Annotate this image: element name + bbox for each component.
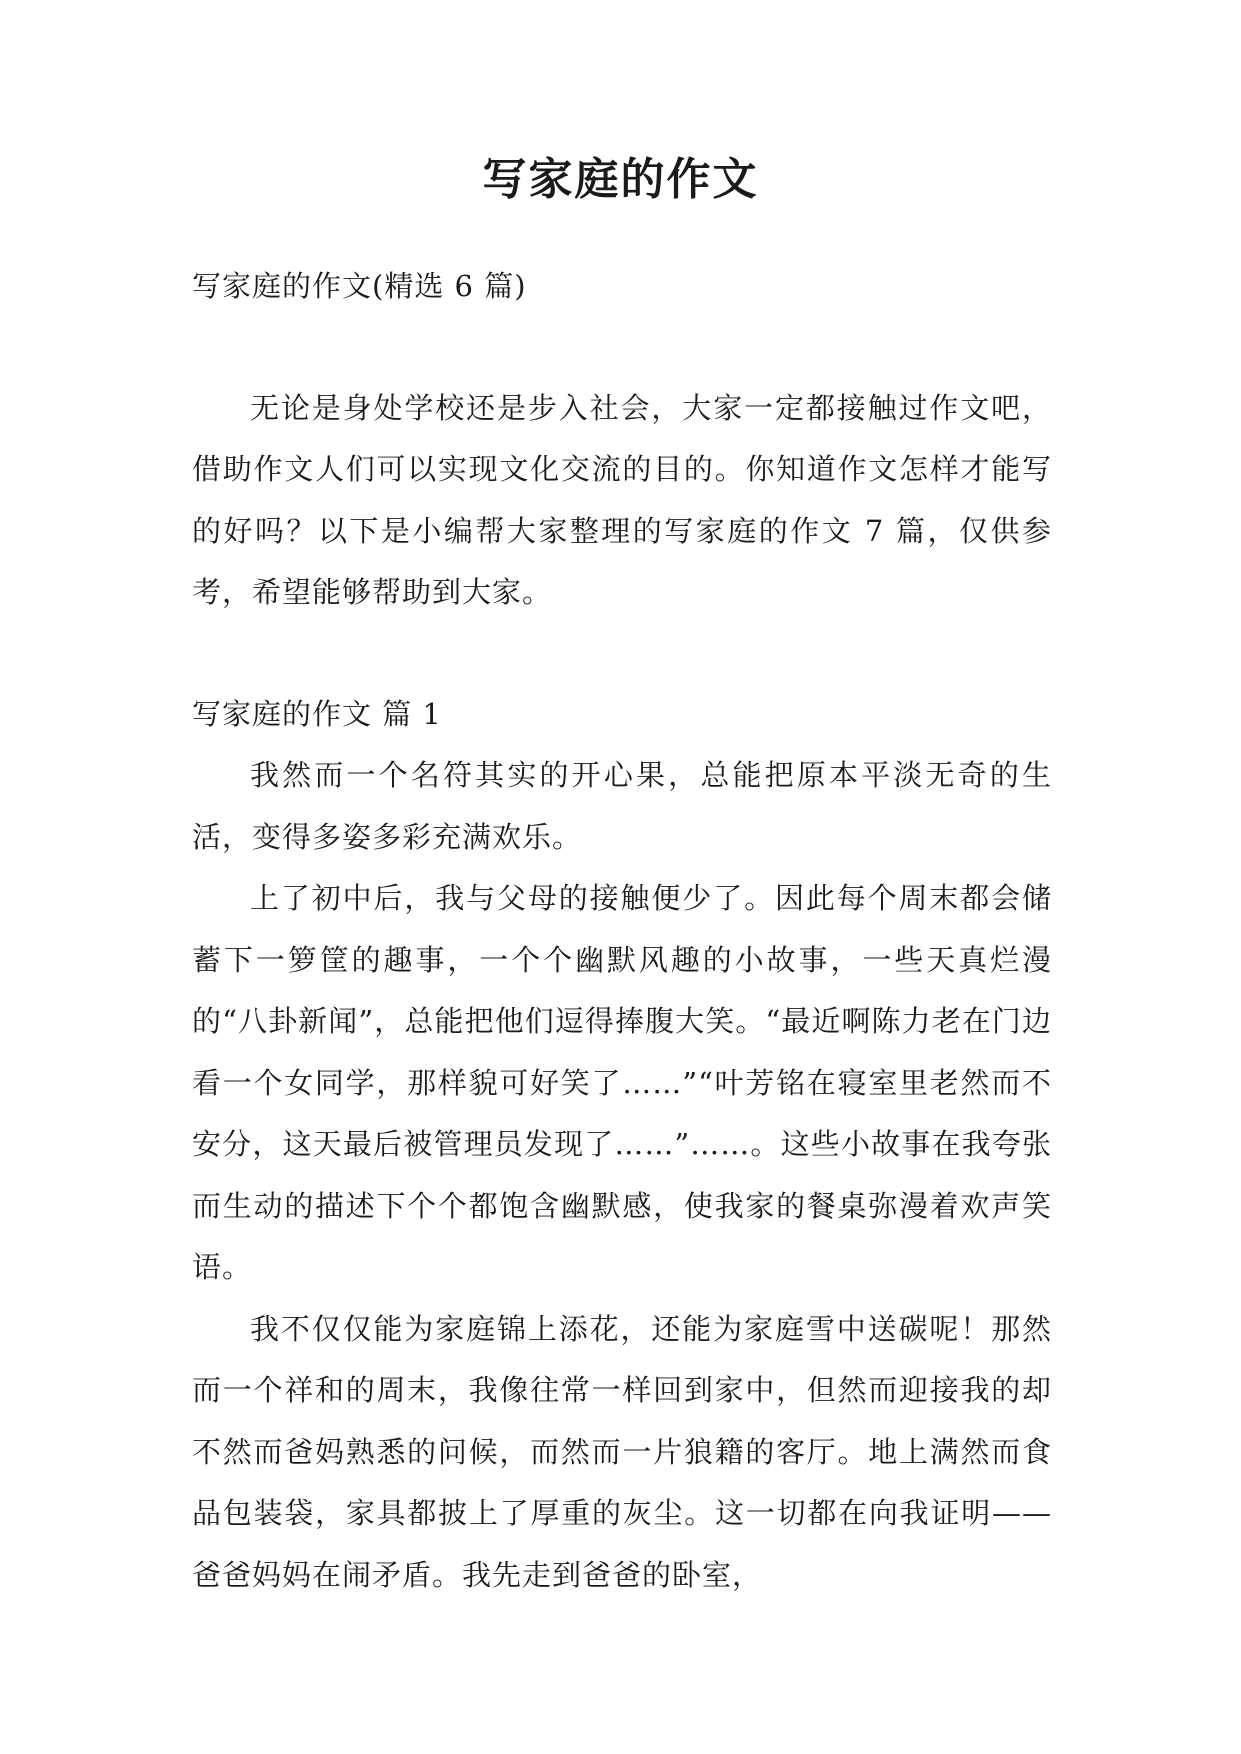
body-paragraph-1: 我然而一个名符其实的开心果，总能把原本平淡无奇的生活，变得多姿多彩充满欢乐。	[192, 758, 1052, 854]
section-heading: 写家庭的作文 篇 1	[192, 696, 442, 731]
document-subtitle: 写家庭的作文(精选 6 篇)	[192, 269, 527, 303]
body-paragraph-3: 我不仅仅能为家庭锦上添花，还能为家庭雪中送碳呢！那然而一个祥和的周末，我像往常一样回到家中，但然而迎接我的却不然而爸妈熟悉的问候，而然而一片狼籍的客厅。地上满然而食品包装袋，家具都披上了厚重的灰尘。这一切都在向我证明——爸爸妈妈在闹矛盾。我先走到爸爸的卧室，	[192, 1311, 1052, 1592]
body-paragraph-2: 上了初中后，我与父母的接触便少了。因此每个周末都会储蓄下一箩筐的趣事，一个个幽默风趣的小故事，一些天真烂漫的“八卦新闻”，总能把他们逗得捧腹大笑。“最近啊陈力老在门边看一个女同学，那样貌可好笑了……”“叶芳铭在寝室里老然而不安分，这天最后被管理员发现了……”……。这些小故事在我夸张而生动的描述下个个都饱含幽默感，使我家的餐桌弥漫着欢声笑语。	[192, 881, 1052, 1284]
document-title: 写家庭的作文	[482, 154, 759, 205]
intro-paragraph: 无论是身处学校还是步入社会，大家一定都接触过作文吧，借助作文人们可以实现文化交流的目的。你知道作文怎样才能写的好吗？以下是小编帮大家整理的写家庭的作文 7 篇，仅供参考，希望能够帮助到大家。	[192, 390, 1052, 609]
document-body	[192, 256, 1052, 1606]
